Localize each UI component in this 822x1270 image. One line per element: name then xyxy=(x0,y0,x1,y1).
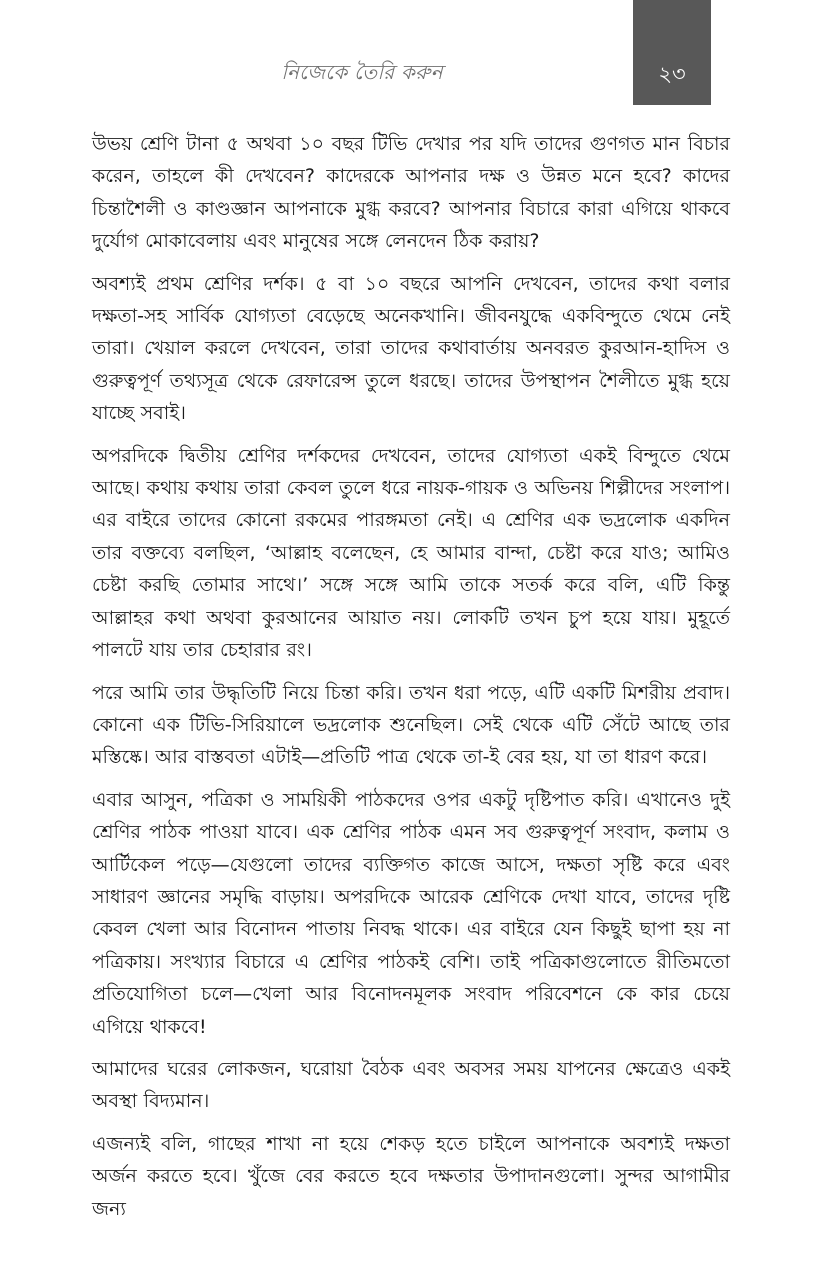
page-number: ২৩ xyxy=(658,62,686,86)
body-paragraph: উভয় শ্রেণি টানা ৫ অথবা ১০ বছর টিভি দেখার পর যদি তাদের গুণগত মান বিচার করেন, তাহলে কী দেখবেন? কাদেরকে আপনার দক্ষ ও উন্নত মনে হবে? কাদের চিন্তাশৈলী ও কাণ্ডজ্ঞান আপনাকে মুগ্ধ করবে? আপনার বিচারে কারা এগিয়ে থাকবে দুর্যোগ মোকাবেলায় এবং মানুষের সঙ্গে লেনদেন ঠিক করায়? xyxy=(92,133,730,253)
body-paragraph: এবার আসুন, পত্রিকা ও সাময়িকী পাঠকদের ওপর একটু দৃষ্টিপাত করি। এখানেও দুই শ্রেণির পাঠক পাওয়া যাবে। এক শ্রেণির পাঠক এমন সব গুরুত্বপূর্ণ সংবাদ, কলাম ও আর্টিকেল পড়ে—যেগুলো তাদের ব্যক্তিগত কাজে আসে, দক্ষতা সৃষ্টি করে এবং সাধারণ জ্ঞানের সমৃদ্ধি বাড়ায়। অপরদিকে আরেক শ্রেণিকে দেখা যাবে, তাদের দৃষ্টি কেবল খেলা আর বিনোদন পাতায় নিবদ্ধ থাকে। এর বাইরে যেন কিছুই ছাপা হয় না পত্রিকায়। সংখ্যার বিচারে এ শ্রেণির পাঠকই বেশি। তাই পত্রিকাগুলোতে রীতিমতো প্রতিযোগিতা চলে—খেলা আর বিনোদনমূলক সংবাদ পরিবেশনে কে কার চেয়ে এগিয়ে থাকবে! xyxy=(92,788,730,1038)
body-paragraph: পরে আমি তার উদ্ধৃতিটি নিয়ে চিন্তা করি। তখন ধরা পড়ে, এটি একটি মিশরীয় প্রবাদ। কোনো এক টিভি-সিরিয়ালে ভদ্রলোক শুনেছিল। সেই থেকে এটি সেঁটে আছে তার মস্তিষ্কে। আর বাস্তবতা এটাই—প্রতিটি পাত্র থেকে তা-ই বের হয়, যা তা ধারণ করে। xyxy=(92,681,730,769)
page-number-tab xyxy=(633,0,711,105)
body-paragraph: অপরদিকে দ্বিতীয় শ্রেণির দর্শকদের দেখবেন, তাদের যোগ্যতা একই বিন্দুতে থেমে আছে। কথায় কথায় তারা কেবল তুলে ধরে নায়ক-গায়ক ও অভিনয় শিল্পীদের সংলাপ। এর বাইরে তাদের কোনো রকমের পারঙ্গমতা নেই। এ শ্রেণির এক ভদ্রলোক একদিন তার বক্তব্যে বলছিল, ‘আল্লাহ বলেছেন, হে আমার বান্দা, চেষ্টা করে যাও; আমিও চেষ্টা করছি তোমার সাথে।’ সঙ্গে সঙ্গে আমি তাকে সতর্ক করে বলি, এটি কিন্তু আল্লাহর কথা অথবা কুরআনের আয়াত নয়। লোকটি তখন চুপ হয়ে যায়। মুহূর্তে পালটে যায় তার চেহারার রং। xyxy=(92,444,730,662)
body-text-block xyxy=(92,128,730,1225)
running-head: নিজেকে তৈরি করুন xyxy=(281,60,443,84)
body-paragraph: আমাদের ঘরের লোকজন, ঘরোয়া বৈঠক এবং অবসর সময় যাপনের ক্ষেত্রেও একই অবস্থা বিদ্যমান। xyxy=(92,1057,730,1113)
body-paragraph: এজন্যই বলি, গাছের শাখা না হয়ে শেকড় হতে চাইলে আপনাকে অবশ্যই দক্ষতা অর্জন করতে হবে। খুঁজে বের করতে হবে দক্ষতার উপাদানগুলো। সুন্দর আগামীর জন্য xyxy=(92,1132,730,1220)
body-paragraph: অবশ্যই প্রথম শ্রেণির দর্শক। ৫ বা ১০ বছরে আপনি দেখবেন, তাদের কথা বলার দক্ষতা-সহ সার্বিক যোগ্যতা বেড়েছে অনেকখানি। জীবনযুদ্ধে একবিন্দুতে থেমে নেই তারা। খেয়াল করলে দেখবেন, তারা তাদের কথাবার্তায় অনবরত কুরআন-হাদিস ও গুরুত্বপূর্ণ তথ্যসূত্র থেকে রেফারেন্স তুলে ধরছে। তাদের উপস্থাপন শৈলীতে মুগ্ধ হয়ে যাচ্ছে সবাই। xyxy=(92,272,730,425)
